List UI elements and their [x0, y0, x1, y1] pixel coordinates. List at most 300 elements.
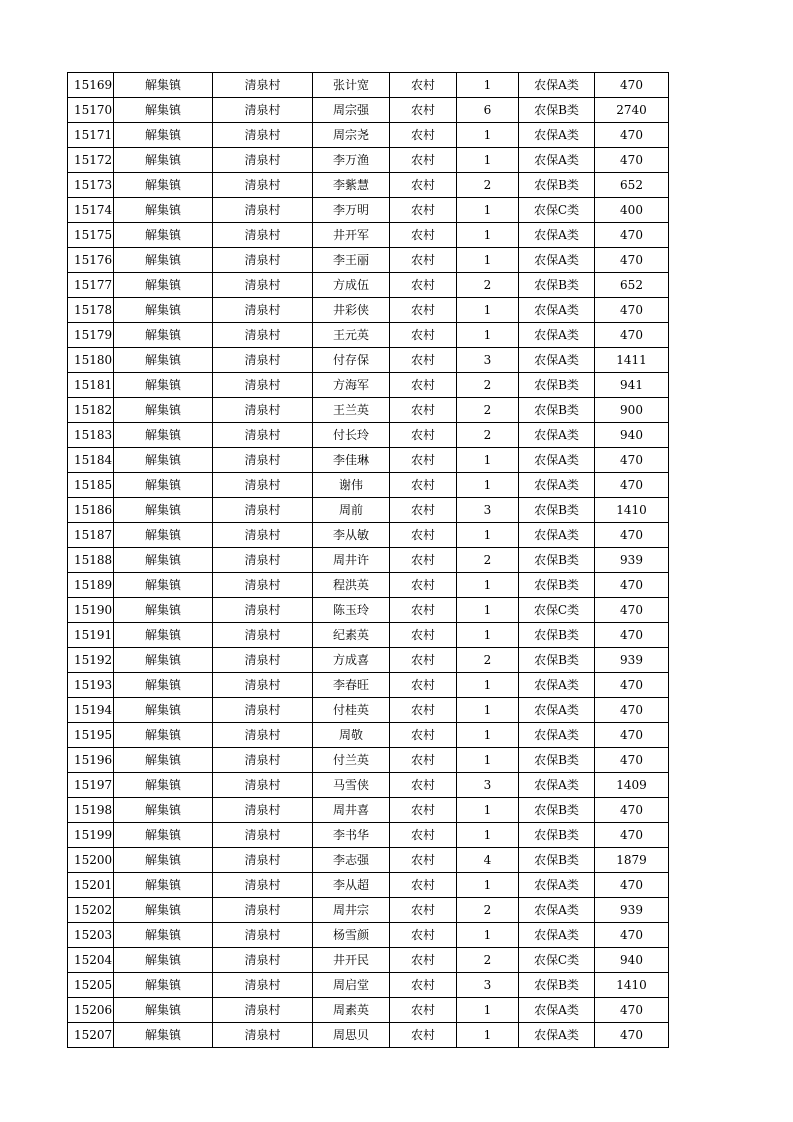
- town-cell: 解集镇: [114, 123, 213, 148]
- area-type-cell: 农村: [390, 148, 457, 173]
- row-number-cell: 15190: [68, 598, 114, 623]
- row-number-cell: 15178: [68, 298, 114, 323]
- area-type-cell: 农村: [390, 448, 457, 473]
- row-number-cell: 15189: [68, 573, 114, 598]
- table-row: [68, 148, 669, 173]
- town-cell: 解集镇: [114, 723, 213, 748]
- table-row: [68, 73, 669, 98]
- row-number-cell: 15204: [68, 948, 114, 973]
- table-row: [68, 848, 669, 873]
- row-number-cell: 15186: [68, 498, 114, 523]
- table-row: [68, 323, 669, 348]
- name-cell: 周思贝: [313, 1023, 390, 1048]
- village-cell: 清泉村: [213, 848, 313, 873]
- row-number-cell: 15173: [68, 173, 114, 198]
- name-cell: 周井许: [313, 548, 390, 573]
- count-cell: 2: [457, 373, 519, 398]
- count-cell: 3: [457, 348, 519, 373]
- area-type-cell: 农村: [390, 848, 457, 873]
- village-cell: 清泉村: [213, 823, 313, 848]
- row-number-cell: 15183: [68, 423, 114, 448]
- category-cell: 农保A类: [519, 698, 595, 723]
- count-cell: 1: [457, 723, 519, 748]
- name-cell: 程洪英: [313, 573, 390, 598]
- village-cell: 清泉村: [213, 723, 313, 748]
- amount-cell: 940: [595, 948, 669, 973]
- name-cell: 李佳琳: [313, 448, 390, 473]
- village-cell: 清泉村: [213, 948, 313, 973]
- town-cell: 解集镇: [114, 448, 213, 473]
- amount-cell: 470: [595, 573, 669, 598]
- area-type-cell: 农村: [390, 723, 457, 748]
- amount-cell: 652: [595, 273, 669, 298]
- amount-cell: 400: [595, 198, 669, 223]
- area-type-cell: 农村: [390, 323, 457, 348]
- table-row: [68, 873, 669, 898]
- row-number-cell: 15185: [68, 473, 114, 498]
- town-cell: 解集镇: [114, 323, 213, 348]
- amount-cell: 470: [595, 223, 669, 248]
- row-number-cell: 15192: [68, 648, 114, 673]
- village-cell: 清泉村: [213, 123, 313, 148]
- village-cell: 清泉村: [213, 373, 313, 398]
- row-number-cell: 15181: [68, 373, 114, 398]
- count-cell: 1: [457, 323, 519, 348]
- category-cell: 农保A类: [519, 523, 595, 548]
- table-row: [68, 698, 669, 723]
- row-number-cell: 15171: [68, 123, 114, 148]
- count-cell: 1: [457, 123, 519, 148]
- count-cell: 1: [457, 198, 519, 223]
- area-type-cell: 农村: [390, 473, 457, 498]
- town-cell: 解集镇: [114, 848, 213, 873]
- count-cell: 2: [457, 273, 519, 298]
- table-row: [68, 998, 669, 1023]
- area-type-cell: 农村: [390, 248, 457, 273]
- village-cell: 清泉村: [213, 748, 313, 773]
- category-cell: 农保B类: [519, 848, 595, 873]
- category-cell: 农保B类: [519, 98, 595, 123]
- area-type-cell: 农村: [390, 948, 457, 973]
- name-cell: 周启堂: [313, 973, 390, 998]
- count-cell: 1: [457, 673, 519, 698]
- village-cell: 清泉村: [213, 523, 313, 548]
- name-cell: 周井喜: [313, 798, 390, 823]
- category-cell: 农保B类: [519, 573, 595, 598]
- village-cell: 清泉村: [213, 423, 313, 448]
- table-row: [68, 198, 669, 223]
- name-cell: 周敬: [313, 723, 390, 748]
- count-cell: 1: [457, 873, 519, 898]
- amount-cell: 2740: [595, 98, 669, 123]
- category-cell: 农保B类: [519, 798, 595, 823]
- name-cell: 李万明: [313, 198, 390, 223]
- name-cell: 周前: [313, 498, 390, 523]
- category-cell: 农保A类: [519, 998, 595, 1023]
- town-cell: 解集镇: [114, 198, 213, 223]
- amount-cell: 470: [595, 323, 669, 348]
- area-type-cell: 农村: [390, 623, 457, 648]
- table-row: [68, 548, 669, 573]
- village-cell: 清泉村: [213, 698, 313, 723]
- name-cell: 谢伟: [313, 473, 390, 498]
- town-cell: 解集镇: [114, 1023, 213, 1048]
- table-row: [68, 648, 669, 673]
- village-cell: 清泉村: [213, 473, 313, 498]
- town-cell: 解集镇: [114, 673, 213, 698]
- row-number-cell: 15207: [68, 1023, 114, 1048]
- category-cell: 农保B类: [519, 823, 595, 848]
- village-cell: 清泉村: [213, 1023, 313, 1048]
- category-cell: 农保A类: [519, 873, 595, 898]
- town-cell: 解集镇: [114, 973, 213, 998]
- table-row: [68, 823, 669, 848]
- row-number-cell: 15197: [68, 773, 114, 798]
- amount-cell: 470: [595, 123, 669, 148]
- area-type-cell: 农村: [390, 523, 457, 548]
- row-number-cell: 15184: [68, 448, 114, 473]
- area-type-cell: 农村: [390, 598, 457, 623]
- village-cell: 清泉村: [213, 323, 313, 348]
- category-cell: 农保A类: [519, 473, 595, 498]
- count-cell: 1: [457, 298, 519, 323]
- area-type-cell: 农村: [390, 123, 457, 148]
- village-cell: 清泉村: [213, 173, 313, 198]
- category-cell: 农保A类: [519, 348, 595, 373]
- table-row: [68, 348, 669, 373]
- category-cell: 农保A类: [519, 773, 595, 798]
- village-cell: 清泉村: [213, 548, 313, 573]
- amount-cell: 470: [595, 1023, 669, 1048]
- row-number-cell: 15177: [68, 273, 114, 298]
- town-cell: 解集镇: [114, 398, 213, 423]
- name-cell: 李书华: [313, 823, 390, 848]
- table-row: [68, 598, 669, 623]
- name-cell: 付长玲: [313, 423, 390, 448]
- amount-cell: 470: [595, 798, 669, 823]
- amount-cell: 939: [595, 648, 669, 673]
- area-type-cell: 农村: [390, 198, 457, 223]
- category-cell: 农保A类: [519, 148, 595, 173]
- count-cell: 3: [457, 973, 519, 998]
- village-cell: 清泉村: [213, 673, 313, 698]
- area-type-cell: 农村: [390, 498, 457, 523]
- village-cell: 清泉村: [213, 873, 313, 898]
- row-number-cell: 15205: [68, 973, 114, 998]
- area-type-cell: 农村: [390, 873, 457, 898]
- name-cell: 周井宗: [313, 898, 390, 923]
- name-cell: 井开军: [313, 223, 390, 248]
- town-cell: 解集镇: [114, 373, 213, 398]
- name-cell: 陈玉玲: [313, 598, 390, 623]
- name-cell: 方成喜: [313, 648, 390, 673]
- name-cell: 李春旺: [313, 673, 390, 698]
- name-cell: 李王丽: [313, 248, 390, 273]
- category-cell: 农保A类: [519, 298, 595, 323]
- category-cell: 农保A类: [519, 898, 595, 923]
- row-number-cell: 15179: [68, 323, 114, 348]
- count-cell: 2: [457, 898, 519, 923]
- village-cell: 清泉村: [213, 898, 313, 923]
- row-number-cell: 15202: [68, 898, 114, 923]
- table-row: [68, 223, 669, 248]
- amount-cell: 470: [595, 298, 669, 323]
- count-cell: 2: [457, 423, 519, 448]
- row-number-cell: 15201: [68, 873, 114, 898]
- area-type-cell: 农村: [390, 698, 457, 723]
- data-table: [67, 72, 669, 1048]
- area-type-cell: 农村: [390, 548, 457, 573]
- village-cell: 清泉村: [213, 573, 313, 598]
- table-row: [68, 248, 669, 273]
- category-cell: 农保B类: [519, 173, 595, 198]
- village-cell: 清泉村: [213, 973, 313, 998]
- area-type-cell: 农村: [390, 748, 457, 773]
- town-cell: 解集镇: [114, 798, 213, 823]
- amount-cell: 470: [595, 623, 669, 648]
- category-cell: 农保B类: [519, 748, 595, 773]
- count-cell: 1: [457, 148, 519, 173]
- area-type-cell: 农村: [390, 573, 457, 598]
- town-cell: 解集镇: [114, 248, 213, 273]
- town-cell: 解集镇: [114, 773, 213, 798]
- table-row: [68, 773, 669, 798]
- amount-cell: 900: [595, 398, 669, 423]
- area-type-cell: 农村: [390, 98, 457, 123]
- row-number-cell: 15206: [68, 998, 114, 1023]
- table-row: [68, 98, 669, 123]
- amount-cell: 939: [595, 898, 669, 923]
- area-type-cell: 农村: [390, 223, 457, 248]
- area-type-cell: 农村: [390, 773, 457, 798]
- amount-cell: 939: [595, 548, 669, 573]
- town-cell: 解集镇: [114, 173, 213, 198]
- area-type-cell: 农村: [390, 998, 457, 1023]
- row-number-cell: 15182: [68, 398, 114, 423]
- amount-cell: 470: [595, 873, 669, 898]
- category-cell: 农保B类: [519, 623, 595, 648]
- count-cell: 1: [457, 798, 519, 823]
- town-cell: 解集镇: [114, 148, 213, 173]
- town-cell: 解集镇: [114, 223, 213, 248]
- count-cell: 2: [457, 173, 519, 198]
- row-number-cell: 15170: [68, 98, 114, 123]
- row-number-cell: 15198: [68, 798, 114, 823]
- table-row: [68, 523, 669, 548]
- town-cell: 解集镇: [114, 698, 213, 723]
- row-number-cell: 15187: [68, 523, 114, 548]
- amount-cell: 470: [595, 923, 669, 948]
- row-number-cell: 15193: [68, 673, 114, 698]
- count-cell: 2: [457, 948, 519, 973]
- village-cell: 清泉村: [213, 623, 313, 648]
- town-cell: 解集镇: [114, 923, 213, 948]
- amount-cell: 470: [595, 448, 669, 473]
- town-cell: 解集镇: [114, 73, 213, 98]
- table-row: [68, 573, 669, 598]
- area-type-cell: 农村: [390, 898, 457, 923]
- count-cell: 1: [457, 473, 519, 498]
- area-type-cell: 农村: [390, 73, 457, 98]
- amount-cell: 470: [595, 73, 669, 98]
- row-number-cell: 15176: [68, 248, 114, 273]
- category-cell: 农保C类: [519, 598, 595, 623]
- village-cell: 清泉村: [213, 773, 313, 798]
- village-cell: 清泉村: [213, 648, 313, 673]
- category-cell: 农保B类: [519, 648, 595, 673]
- amount-cell: 470: [595, 748, 669, 773]
- table-row: [68, 973, 669, 998]
- name-cell: 王兰英: [313, 398, 390, 423]
- village-cell: 清泉村: [213, 998, 313, 1023]
- town-cell: 解集镇: [114, 898, 213, 923]
- table-row: [68, 398, 669, 423]
- count-cell: 1: [457, 998, 519, 1023]
- table-row: [68, 798, 669, 823]
- amount-cell: 470: [595, 698, 669, 723]
- table-row: [68, 623, 669, 648]
- count-cell: 1: [457, 698, 519, 723]
- category-cell: 农保B类: [519, 373, 595, 398]
- town-cell: 解集镇: [114, 598, 213, 623]
- area-type-cell: 农村: [390, 398, 457, 423]
- amount-cell: 470: [595, 523, 669, 548]
- area-type-cell: 农村: [390, 673, 457, 698]
- area-type-cell: 农村: [390, 373, 457, 398]
- count-cell: 2: [457, 398, 519, 423]
- village-cell: 清泉村: [213, 198, 313, 223]
- name-cell: 付兰英: [313, 748, 390, 773]
- count-cell: 1: [457, 823, 519, 848]
- count-cell: 4: [457, 848, 519, 873]
- count-cell: 1: [457, 248, 519, 273]
- category-cell: 农保B类: [519, 398, 595, 423]
- row-number-cell: 15196: [68, 748, 114, 773]
- village-cell: 清泉村: [213, 248, 313, 273]
- amount-cell: 470: [595, 598, 669, 623]
- table-row: [68, 173, 669, 198]
- area-type-cell: 农村: [390, 423, 457, 448]
- area-type-cell: 农村: [390, 648, 457, 673]
- count-cell: 1: [457, 1023, 519, 1048]
- count-cell: 1: [457, 73, 519, 98]
- name-cell: 李从敏: [313, 523, 390, 548]
- category-cell: 农保A类: [519, 423, 595, 448]
- category-cell: 农保B类: [519, 273, 595, 298]
- table-row: [68, 423, 669, 448]
- row-number-cell: 15199: [68, 823, 114, 848]
- area-type-cell: 农村: [390, 348, 457, 373]
- count-cell: 2: [457, 548, 519, 573]
- row-number-cell: 15174: [68, 198, 114, 223]
- row-number-cell: 15200: [68, 848, 114, 873]
- town-cell: 解集镇: [114, 823, 213, 848]
- row-number-cell: 15188: [68, 548, 114, 573]
- village-cell: 清泉村: [213, 923, 313, 948]
- count-cell: 2: [457, 648, 519, 673]
- table-row: [68, 673, 669, 698]
- count-cell: 1: [457, 623, 519, 648]
- row-number-cell: 15172: [68, 148, 114, 173]
- name-cell: 王元英: [313, 323, 390, 348]
- name-cell: 李从超: [313, 873, 390, 898]
- village-cell: 清泉村: [213, 273, 313, 298]
- name-cell: 周宗强: [313, 98, 390, 123]
- name-cell: 马雪侠: [313, 773, 390, 798]
- village-cell: 清泉村: [213, 223, 313, 248]
- category-cell: 农保C类: [519, 948, 595, 973]
- town-cell: 解集镇: [114, 98, 213, 123]
- category-cell: 农保A类: [519, 123, 595, 148]
- town-cell: 解集镇: [114, 573, 213, 598]
- amount-cell: 652: [595, 173, 669, 198]
- village-cell: 清泉村: [213, 598, 313, 623]
- table-row: [68, 123, 669, 148]
- count-cell: 3: [457, 773, 519, 798]
- table-row: [68, 748, 669, 773]
- village-cell: 清泉村: [213, 98, 313, 123]
- town-cell: 解集镇: [114, 523, 213, 548]
- amount-cell: 1410: [595, 498, 669, 523]
- category-cell: 农保A类: [519, 923, 595, 948]
- town-cell: 解集镇: [114, 473, 213, 498]
- name-cell: 付存保: [313, 348, 390, 373]
- row-number-cell: 15195: [68, 723, 114, 748]
- amount-cell: 470: [595, 723, 669, 748]
- name-cell: 付桂英: [313, 698, 390, 723]
- town-cell: 解集镇: [114, 623, 213, 648]
- table-row: [68, 298, 669, 323]
- row-number-cell: 15175: [68, 223, 114, 248]
- count-cell: 6: [457, 98, 519, 123]
- village-cell: 清泉村: [213, 298, 313, 323]
- table-row: [68, 723, 669, 748]
- category-cell: 农保A类: [519, 248, 595, 273]
- amount-cell: 470: [595, 148, 669, 173]
- row-number-cell: 15194: [68, 698, 114, 723]
- village-cell: 清泉村: [213, 348, 313, 373]
- name-cell: 纪素英: [313, 623, 390, 648]
- category-cell: 农保A类: [519, 73, 595, 98]
- town-cell: 解集镇: [114, 498, 213, 523]
- category-cell: 农保A类: [519, 1023, 595, 1048]
- amount-cell: 940: [595, 423, 669, 448]
- amount-cell: 470: [595, 473, 669, 498]
- town-cell: 解集镇: [114, 998, 213, 1023]
- amount-cell: 1410: [595, 973, 669, 998]
- town-cell: 解集镇: [114, 873, 213, 898]
- category-cell: 农保C类: [519, 198, 595, 223]
- category-cell: 农保A类: [519, 723, 595, 748]
- count-cell: 1: [457, 523, 519, 548]
- row-number-cell: 15203: [68, 923, 114, 948]
- area-type-cell: 农村: [390, 923, 457, 948]
- village-cell: 清泉村: [213, 798, 313, 823]
- row-number-cell: 15169: [68, 73, 114, 98]
- amount-cell: 470: [595, 823, 669, 848]
- table-body: [68, 73, 669, 1048]
- table-row: [68, 898, 669, 923]
- amount-cell: 941: [595, 373, 669, 398]
- count-cell: 3: [457, 498, 519, 523]
- town-cell: 解集镇: [114, 273, 213, 298]
- name-cell: 井彩侠: [313, 298, 390, 323]
- name-cell: 周素英: [313, 998, 390, 1023]
- category-cell: 农保A类: [519, 673, 595, 698]
- amount-cell: 470: [595, 248, 669, 273]
- table-row: [68, 473, 669, 498]
- amount-cell: 1411: [595, 348, 669, 373]
